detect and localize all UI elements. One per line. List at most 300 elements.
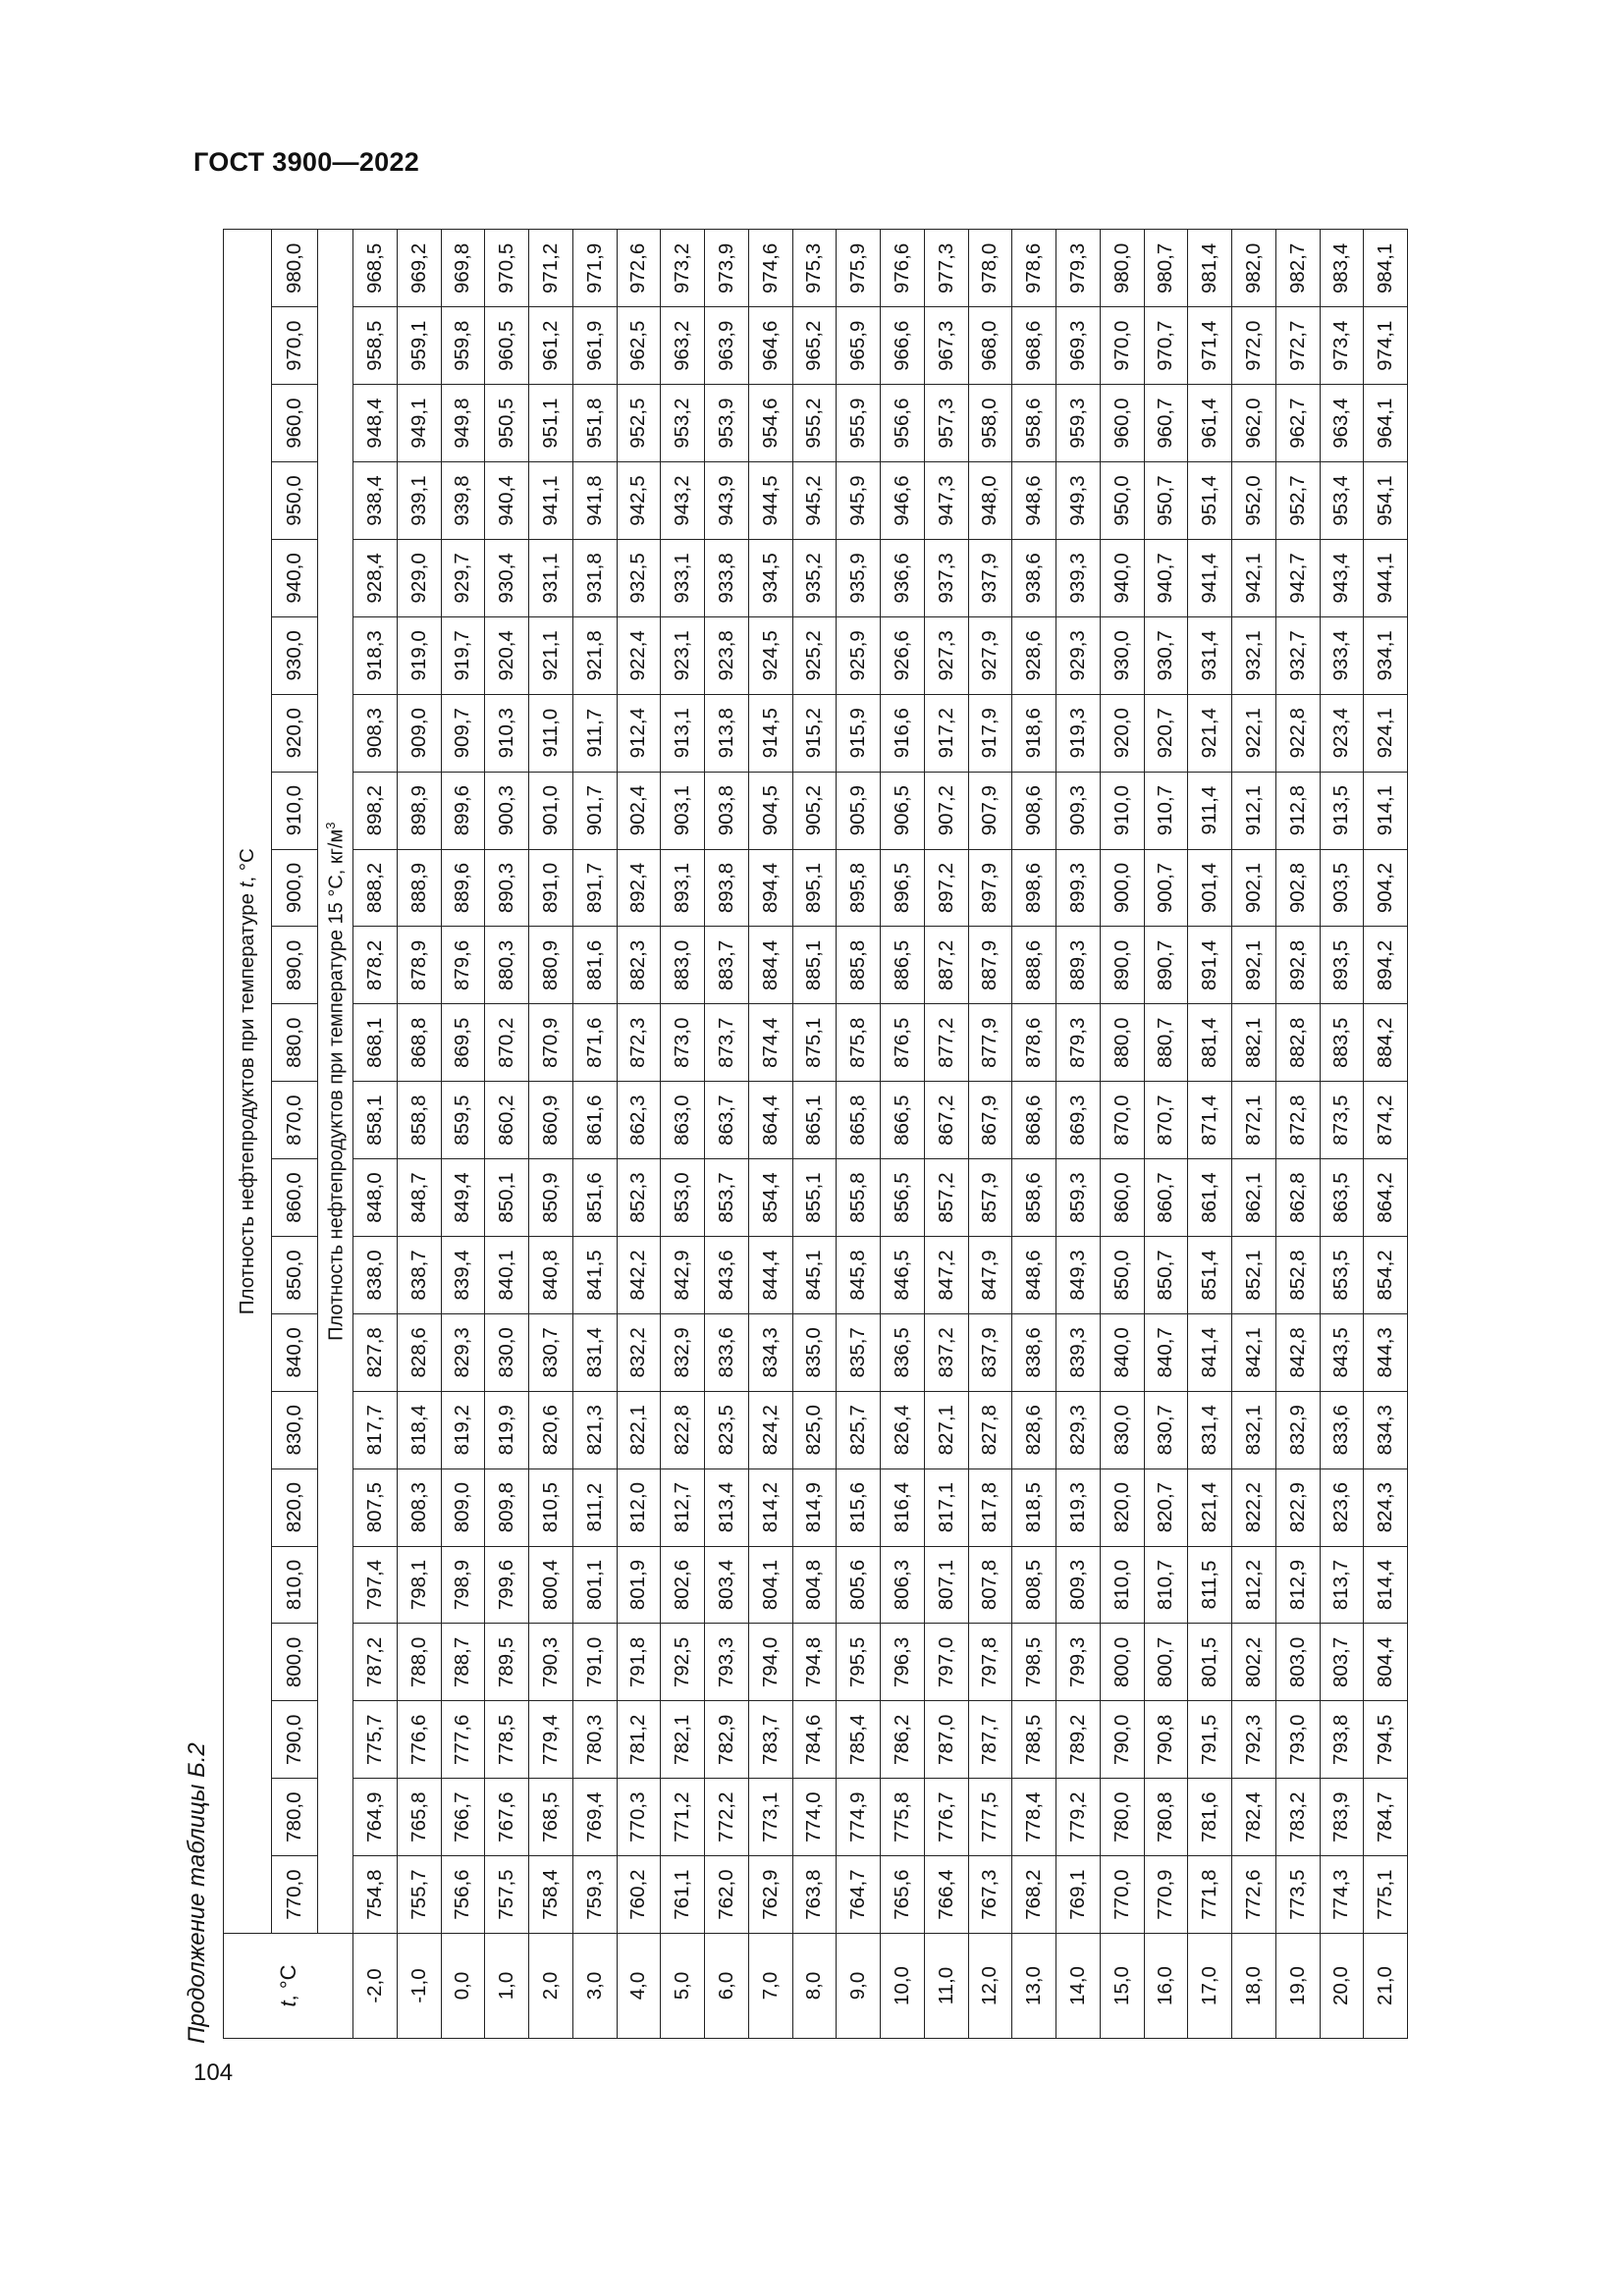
density-cell: 913,1 <box>661 694 705 772</box>
density-cell: 769,4 <box>572 1779 617 1856</box>
density-cell: 961,2 <box>529 307 573 385</box>
density-cell: 935,9 <box>837 539 881 616</box>
density-cell: 890,3 <box>485 849 529 927</box>
column-header-density: 850,0 <box>272 1236 318 1313</box>
column-header-density: 910,0 <box>272 772 318 849</box>
density-cell: 889,6 <box>441 849 485 927</box>
row-temperature-cell: 6,0 <box>705 1934 749 2039</box>
density-cell: 882,8 <box>1275 1004 1320 1082</box>
density-cell: 924,5 <box>748 616 792 694</box>
density-cell: 910,7 <box>1144 772 1188 849</box>
density-cell: 825,7 <box>837 1391 881 1468</box>
column-header-density: 970,0 <box>272 307 318 385</box>
density-cell: 858,6 <box>1012 1159 1056 1237</box>
table-row <box>441 230 485 2039</box>
density-cell: 804,4 <box>1364 1624 1408 1701</box>
density-cell: 775,8 <box>881 1779 925 1856</box>
density-cell: 967,3 <box>924 307 968 385</box>
density-cell: 975,9 <box>837 230 881 307</box>
density-cell: 807,1 <box>924 1546 968 1624</box>
density-cell: 770,0 <box>1100 1856 1144 1934</box>
density-cell: 911,4 <box>1188 772 1232 849</box>
density-cell: 883,5 <box>1320 1004 1364 1082</box>
density-cell: 764,7 <box>837 1856 881 1934</box>
density-cell: 817,7 <box>353 1391 398 1468</box>
density-cell: 832,9 <box>1275 1391 1320 1468</box>
density-cell: 850,0 <box>1100 1236 1144 1313</box>
density-cell: 913,8 <box>705 694 749 772</box>
density-cell: 918,6 <box>1012 694 1056 772</box>
density-cell: 814,2 <box>748 1468 792 1546</box>
density-cell: 929,7 <box>441 539 485 616</box>
density-cell: 920,7 <box>1144 694 1188 772</box>
density-cell: 891,0 <box>529 849 573 927</box>
header-row-density-values <box>272 230 318 2039</box>
density-cell: 820,0 <box>1100 1468 1144 1546</box>
density-cell: 825,0 <box>792 1391 837 1468</box>
density-cell: 938,4 <box>353 462 398 540</box>
density-cell: 849,3 <box>1056 1236 1101 1313</box>
density-cell: 883,7 <box>705 927 749 1004</box>
density-cell: 964,1 <box>1364 385 1408 462</box>
density-cell: 940,4 <box>485 462 529 540</box>
density-cell: 881,4 <box>1188 1004 1232 1082</box>
density-cell: 972,0 <box>1232 307 1276 385</box>
density-cell: 880,3 <box>485 927 529 1004</box>
density-cell: 968,5 <box>353 230 398 307</box>
density-cell: 900,0 <box>1100 849 1144 927</box>
density-cell: 827,1 <box>924 1391 968 1468</box>
density-cell: 801,1 <box>572 1546 617 1624</box>
density-cell: 837,9 <box>968 1313 1012 1391</box>
density-cell: 822,9 <box>1275 1468 1320 1546</box>
density-cell: 943,9 <box>705 462 749 540</box>
density-cell: 896,5 <box>881 849 925 927</box>
density-cell: 930,4 <box>485 539 529 616</box>
density-cell: 971,2 <box>529 230 573 307</box>
table-row <box>1320 230 1364 2039</box>
column-header-density: 860,0 <box>272 1159 318 1237</box>
density-cell: 821,3 <box>572 1391 617 1468</box>
density-cell: 958,0 <box>968 385 1012 462</box>
density-cell: 848,6 <box>1012 1236 1056 1313</box>
density-cell: 940,7 <box>1144 539 1188 616</box>
density-cell: 923,4 <box>1320 694 1364 772</box>
density-cell: 818,4 <box>397 1391 441 1468</box>
density-cell: 850,1 <box>485 1159 529 1237</box>
density-cell: 862,1 <box>1232 1159 1276 1237</box>
density-cell: 877,9 <box>968 1004 1012 1082</box>
table-row <box>1275 230 1320 2039</box>
density-cell: 960,5 <box>485 307 529 385</box>
density-cell: 780,0 <box>1100 1779 1144 1856</box>
density-cell: 864,2 <box>1364 1159 1408 1237</box>
density-cell: 977,3 <box>924 230 968 307</box>
density-cell: 885,8 <box>837 927 881 1004</box>
density-cell: 982,0 <box>1232 230 1276 307</box>
row-temperature-cell: 5,0 <box>661 1934 705 2039</box>
density-cell: 955,9 <box>837 385 881 462</box>
density-cell: 773,5 <box>1275 1856 1320 1934</box>
density-cell: 860,0 <box>1100 1159 1144 1237</box>
density-cell: 820,6 <box>529 1391 573 1468</box>
density-cell: 814,9 <box>792 1468 837 1546</box>
density-cell: 954,6 <box>748 385 792 462</box>
density-cell: 823,6 <box>1320 1468 1364 1546</box>
density-cell: 884,4 <box>748 927 792 1004</box>
table-row <box>1144 230 1188 2039</box>
density-cell: 873,5 <box>1320 1082 1364 1159</box>
density-cell: 948,0 <box>968 462 1012 540</box>
density-cell: 762,9 <box>748 1856 792 1934</box>
density-cell: 917,9 <box>968 694 1012 772</box>
density-cell: 797,0 <box>924 1624 968 1701</box>
row-temperature-cell: 9,0 <box>837 1934 881 2039</box>
density-cell: 842,8 <box>1275 1313 1320 1391</box>
density-cell: 938,6 <box>1012 539 1056 616</box>
density-cell: 930,7 <box>1144 616 1188 694</box>
density-cell: 850,7 <box>1144 1236 1188 1313</box>
density-cell: 968,0 <box>968 307 1012 385</box>
density-cell: 863,7 <box>705 1082 749 1159</box>
density-cell: 812,7 <box>661 1468 705 1546</box>
density-cell: 925,9 <box>837 616 881 694</box>
density-cell: 969,8 <box>441 230 485 307</box>
table-row <box>661 230 705 2039</box>
density-cell: 839,4 <box>441 1236 485 1313</box>
density-cell: 926,6 <box>881 616 925 694</box>
density-cell: 848,7 <box>397 1159 441 1237</box>
density-cell: 931,8 <box>572 539 617 616</box>
density-cell: 855,8 <box>837 1159 881 1237</box>
density-cell: 931,4 <box>1188 616 1232 694</box>
density-cell: 767,6 <box>485 1779 529 1856</box>
density-cell: 807,8 <box>968 1546 1012 1624</box>
density-cell: 877,2 <box>924 1004 968 1082</box>
density-cell: 911,7 <box>572 694 617 772</box>
density-cell: 805,6 <box>837 1546 881 1624</box>
density-cell: 875,1 <box>792 1004 837 1082</box>
density-cell: 959,1 <box>397 307 441 385</box>
density-cell: 898,2 <box>353 772 398 849</box>
density-cell: 860,9 <box>529 1082 573 1159</box>
row-temperature-cell: 4,0 <box>617 1934 661 2039</box>
density-cell: 832,2 <box>617 1313 661 1391</box>
column-header-density: 840,0 <box>272 1313 318 1391</box>
density-cell: 869,5 <box>441 1004 485 1082</box>
density-cell: 968,6 <box>1012 307 1056 385</box>
density-cell: 834,3 <box>748 1313 792 1391</box>
density-cell: 809,0 <box>441 1468 485 1546</box>
density-cell: 842,2 <box>617 1236 661 1313</box>
density-cell: 904,2 <box>1364 849 1408 927</box>
density-cell: 854,2 <box>1364 1236 1408 1313</box>
density-cell: 961,9 <box>572 307 617 385</box>
density-cell: 768,5 <box>529 1779 573 1856</box>
density-cell: 952,7 <box>1275 462 1320 540</box>
density-cell: 898,6 <box>1012 849 1056 927</box>
density-cell: 860,7 <box>1144 1159 1188 1237</box>
density-cell: 836,5 <box>881 1313 925 1391</box>
density-cell: 812,2 <box>1232 1546 1276 1624</box>
density-cell: 862,8 <box>1275 1159 1320 1237</box>
header-var: t <box>236 881 258 888</box>
table-row <box>881 230 925 2039</box>
density-cell: 958,6 <box>1012 385 1056 462</box>
column-header-density: 830,0 <box>272 1391 318 1468</box>
density-cell: 788,7 <box>441 1624 485 1701</box>
density-cell: 939,8 <box>441 462 485 540</box>
density-cell: 791,5 <box>1188 1701 1232 1779</box>
density-cell: 872,8 <box>1275 1082 1320 1159</box>
density-cell: 957,3 <box>924 385 968 462</box>
density-cell: 888,9 <box>397 849 441 927</box>
density-cell: 910,3 <box>485 694 529 772</box>
density-cell: 950,7 <box>1144 462 1188 540</box>
density-cell: 769,1 <box>1056 1856 1101 1934</box>
density-cell: 880,9 <box>529 927 573 1004</box>
table-row <box>748 230 792 2039</box>
column-header-density: 920,0 <box>272 694 318 772</box>
density-cell: 882,1 <box>1232 1004 1276 1082</box>
row-temperature-cell: 15,0 <box>1100 1934 1144 2039</box>
density-cell: 781,6 <box>1188 1779 1232 1856</box>
density-cell: 854,4 <box>748 1159 792 1237</box>
density-cell: 782,4 <box>1232 1779 1276 1856</box>
density-cell: 955,2 <box>792 385 837 462</box>
column-header-density: 780,0 <box>272 1779 318 1856</box>
density-cell: 891,7 <box>572 849 617 927</box>
table-row <box>1100 230 1144 2039</box>
density-cell: 861,6 <box>572 1082 617 1159</box>
density-cell: 925,2 <box>792 616 837 694</box>
density-cell: 864,4 <box>748 1082 792 1159</box>
density-cell: 904,5 <box>748 772 792 849</box>
row-temperature-cell: 19,0 <box>1275 1934 1320 2039</box>
density-cell: 888,6 <box>1012 927 1056 1004</box>
density-cell: 795,5 <box>837 1624 881 1701</box>
density-cell: 792,3 <box>1232 1701 1276 1779</box>
density-cell: 822,1 <box>617 1391 661 1468</box>
density-cell: 973,4 <box>1320 307 1364 385</box>
density-cell: 907,2 <box>924 772 968 849</box>
density-cell: 923,1 <box>661 616 705 694</box>
header-base-superscript: 3 <box>322 822 338 829</box>
density-cell: 902,4 <box>617 772 661 849</box>
density-cell: 928,6 <box>1012 616 1056 694</box>
row-temperature-cell: 21,0 <box>1364 1934 1408 2039</box>
density-cell: 921,1 <box>529 616 573 694</box>
density-cell: 900,7 <box>1144 849 1188 927</box>
density-cell: 942,7 <box>1275 539 1320 616</box>
density-cell: 832,1 <box>1232 1391 1276 1468</box>
density-cell: 906,5 <box>881 772 925 849</box>
density-cell: 912,1 <box>1232 772 1276 849</box>
density-cell: 821,4 <box>1188 1468 1232 1546</box>
density-cell: 845,8 <box>837 1236 881 1313</box>
density-cell: 784,6 <box>792 1701 837 1779</box>
density-cell: 932,7 <box>1275 616 1320 694</box>
density-cell: 908,3 <box>353 694 398 772</box>
rotated-table-area <box>179 238 1418 2044</box>
density-cell: 890,0 <box>1100 927 1144 1004</box>
density-cell: 790,8 <box>1144 1701 1188 1779</box>
density-cell: 923,8 <box>705 616 749 694</box>
density-cell: 857,9 <box>968 1159 1012 1237</box>
table-row <box>397 230 441 2039</box>
density-cell: 962,7 <box>1275 385 1320 462</box>
density-cell: 840,1 <box>485 1236 529 1313</box>
density-cell: 841,5 <box>572 1236 617 1313</box>
density-cell: 980,0 <box>1100 230 1144 307</box>
density-cell: 800,7 <box>1144 1624 1188 1701</box>
density-cell: 771,2 <box>661 1779 705 1856</box>
density-cell: 852,3 <box>617 1159 661 1237</box>
row-temperature-cell: 2,0 <box>529 1934 573 2039</box>
row-temperature-cell: 7,0 <box>748 1934 792 2039</box>
density-cell: 901,4 <box>1188 849 1232 927</box>
density-cell: 783,2 <box>1275 1779 1320 1856</box>
density-cell: 876,5 <box>881 1004 925 1082</box>
density-cell: 962,5 <box>617 307 661 385</box>
density-cell: 784,7 <box>1364 1779 1408 1856</box>
table-row <box>1188 230 1232 2039</box>
density-cell: 778,4 <box>1012 1779 1056 1856</box>
density-cell: 901,7 <box>572 772 617 849</box>
density-cell: 978,6 <box>1012 230 1056 307</box>
density-cell: 820,7 <box>1144 1468 1188 1546</box>
density-cell: 931,1 <box>529 539 573 616</box>
density-cell: 772,6 <box>1232 1856 1276 1934</box>
density-cell: 944,5 <box>748 462 792 540</box>
density-cell: 949,8 <box>441 385 485 462</box>
density-cell: 856,5 <box>881 1159 925 1237</box>
density-cell: 974,6 <box>748 230 792 307</box>
density-cell: 788,0 <box>397 1624 441 1701</box>
density-cell: 833,6 <box>705 1313 749 1391</box>
density-cell: 875,8 <box>837 1004 881 1082</box>
density-cell: 973,2 <box>661 230 705 307</box>
density-cell: 970,7 <box>1144 307 1188 385</box>
density-cell: 973,9 <box>705 230 749 307</box>
density-cell: 817,1 <box>924 1468 968 1546</box>
density-cell: 840,0 <box>1100 1313 1144 1391</box>
density-cell: 963,4 <box>1320 385 1364 462</box>
density-cell: 951,4 <box>1188 462 1232 540</box>
density-cell: 916,6 <box>881 694 925 772</box>
density-cell: 793,0 <box>1275 1701 1320 1779</box>
density-cell: 941,8 <box>572 462 617 540</box>
density-cell: 922,1 <box>1232 694 1276 772</box>
density-cell: 777,6 <box>441 1701 485 1779</box>
density-cell: 901,0 <box>529 772 573 849</box>
density-cell: 810,0 <box>1100 1546 1144 1624</box>
density-cell: 766,4 <box>924 1856 968 1934</box>
density-cell: 830,0 <box>1100 1391 1144 1468</box>
density-cell: 912,4 <box>617 694 661 772</box>
density-cell: 912,8 <box>1275 772 1320 849</box>
density-cell: 932,1 <box>1232 616 1276 694</box>
density-cell: 759,3 <box>572 1856 617 1934</box>
table-row <box>1232 230 1276 2039</box>
density-cell: 767,3 <box>968 1856 1012 1934</box>
density-cell: 878,9 <box>397 927 441 1004</box>
density-cell: 902,8 <box>1275 849 1320 927</box>
density-cell: 922,8 <box>1275 694 1320 772</box>
density-cell: 801,9 <box>617 1546 661 1624</box>
density-cell: 914,1 <box>1364 772 1408 849</box>
density-cell: 969,2 <box>397 230 441 307</box>
density-cell: 951,8 <box>572 385 617 462</box>
header-row-base-density <box>318 230 353 2039</box>
density-cell: 794,5 <box>1364 1701 1408 1779</box>
table-row <box>705 230 749 2039</box>
density-cell: 920,0 <box>1100 694 1144 772</box>
density-cell: 790,0 <box>1100 1701 1144 1779</box>
density-cell: 791,8 <box>617 1624 661 1701</box>
density-cell: 915,9 <box>837 694 881 772</box>
density-cell: 961,4 <box>1188 385 1232 462</box>
density-cell: 838,0 <box>353 1236 398 1313</box>
row-temperature-cell: 14,0 <box>1056 1934 1101 2039</box>
row-temperature-cell: 17,0 <box>1188 1934 1232 2039</box>
density-cell: 811,5 <box>1188 1546 1232 1624</box>
density-cell: 971,4 <box>1188 307 1232 385</box>
density-cell: 863,0 <box>661 1082 705 1159</box>
density-cell: 890,7 <box>1144 927 1188 1004</box>
density-cell: 868,8 <box>397 1004 441 1082</box>
column-header-density: 790,0 <box>272 1701 318 1779</box>
density-cell: 915,2 <box>792 694 837 772</box>
density-cell: 816,4 <box>881 1468 925 1546</box>
density-cell: 822,8 <box>661 1391 705 1468</box>
row-temperature-cell: 16,0 <box>1144 1934 1188 2039</box>
density-cell: 808,3 <box>397 1468 441 1546</box>
density-cell: 908,6 <box>1012 772 1056 849</box>
column-header-density: 800,0 <box>272 1624 318 1701</box>
column-header-temperature <box>224 1934 353 2039</box>
density-cell: 952,0 <box>1232 462 1276 540</box>
density-cell: 849,4 <box>441 1159 485 1237</box>
density-cell: 893,8 <box>705 849 749 927</box>
density-cell: 958,5 <box>353 307 398 385</box>
density-cell: 969,3 <box>1056 307 1101 385</box>
density-cell: 858,1 <box>353 1082 398 1159</box>
density-cell: 798,5 <box>1012 1624 1056 1701</box>
density-cell: 953,2 <box>661 385 705 462</box>
density-cell: 812,9 <box>1275 1546 1320 1624</box>
density-cell: 787,2 <box>353 1624 398 1701</box>
column-header-density: 890,0 <box>272 927 318 1004</box>
header-row-temperature <box>224 230 272 2039</box>
density-cell: 909,3 <box>1056 772 1101 849</box>
density-cell: 943,4 <box>1320 539 1364 616</box>
density-cell: 842,9 <box>661 1236 705 1313</box>
density-cell: 972,7 <box>1275 307 1320 385</box>
density-cell: 803,7 <box>1320 1624 1364 1701</box>
density-cell: 791,0 <box>572 1624 617 1701</box>
header-base-text: Плотность нефтепродуктов при температуре 15 °C, кг/м <box>325 828 348 1341</box>
density-cell: 948,4 <box>353 385 398 462</box>
density-cell: 920,4 <box>485 616 529 694</box>
density-table <box>223 229 1408 2039</box>
density-cell: 932,5 <box>617 539 661 616</box>
density-cell: 884,2 <box>1364 1004 1408 1082</box>
density-cell: 934,1 <box>1364 616 1408 694</box>
header-density-at-15c <box>318 230 353 1934</box>
density-cell: 808,5 <box>1012 1546 1056 1624</box>
density-cell: 891,4 <box>1188 927 1232 1004</box>
